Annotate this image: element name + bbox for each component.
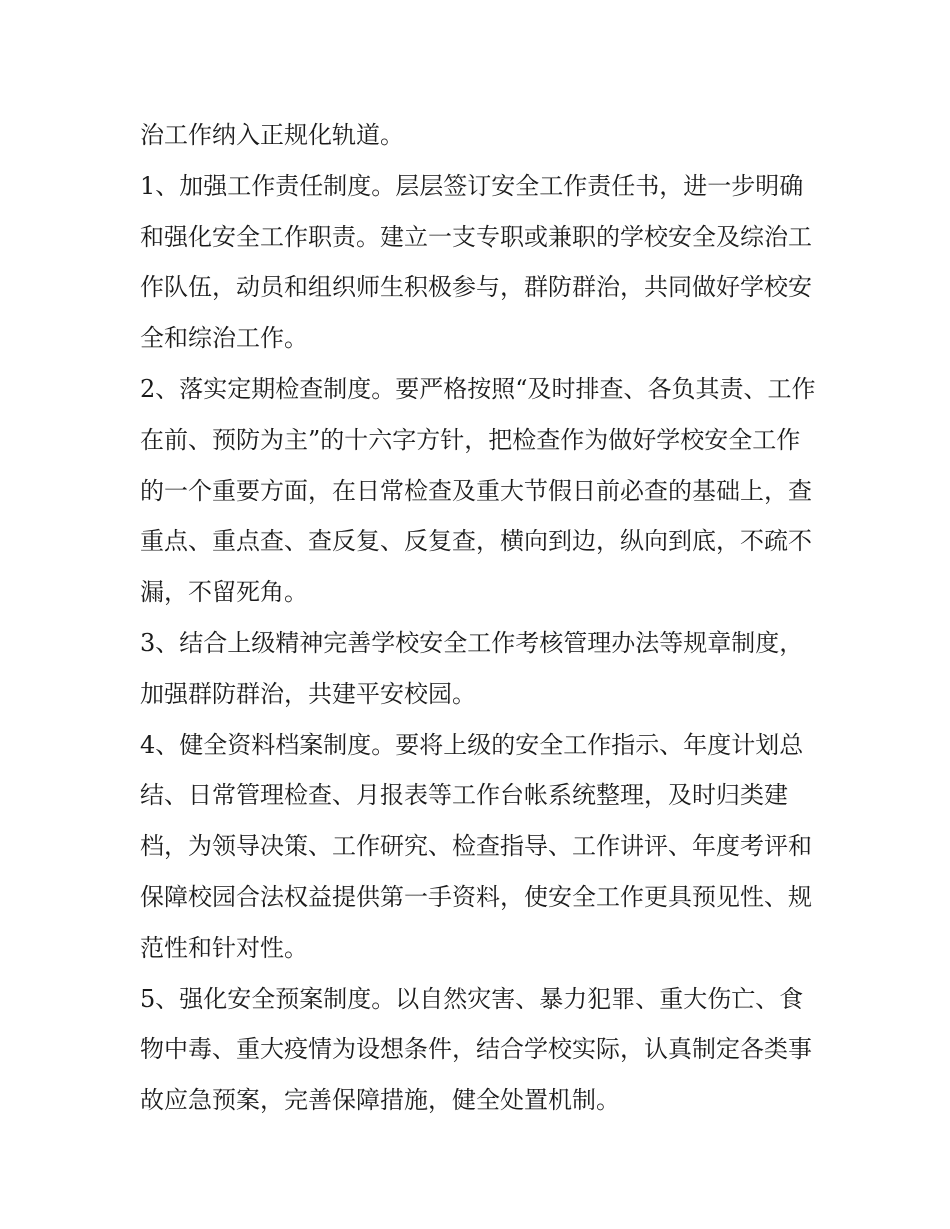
paragraph-item-4: 4、健全资料档案制度。要将上级的安全工作指示、年度计划总结、日常管理检查、月报表等工作台帐系统整理，及时归类建档，为领导决策、工作研究、检查指导、工作讲评、年度考评和保障校园合法权益提供第一手资料，使安全工作更具预见性、规范性和针对性。 [140,730,812,962]
paragraph-continuation: 治工作纳入正规化轨道。 [140,121,404,149]
paragraph-item-1: 1、加强工作责任制度。层层签订安全工作责任书，进一步明确和强化安全工作职责。建立一支专职或兼职的学校安全及综治工作队伍，动员和组织师生积极参与，群防群治，共同做好学校安全和综治工作。 [140,171,812,353]
paragraph-item-5: 5、强化安全预案制度。以自然灾害、暴力犯罪、重大伤亡、食物中毒、重大疫情为设想条件，结合学校实际，认真制定各类事故应急预案，完善保障措施，健全处置机制。 [140,984,812,1115]
paragraph-item-2: 2、落实定期检查制度。要严格按照“及时排查、各负其责、工作在前、预防为主”的十六字方针，把检查作为做好学校安全工作的一个重要方面，在日常检查及重大节假日前必查的基础上，查重点、重点查、查反复、反复查，横向到边，纵向到底，不疏不漏，不留死角。 [140,374,816,607]
paragraph-item-3: 3、结合上级精神完善学校安全工作考核管理办法等规章制度，加强群防群治，共建平安校园。 [140,628,804,708]
document-body [140,110,820,1126]
